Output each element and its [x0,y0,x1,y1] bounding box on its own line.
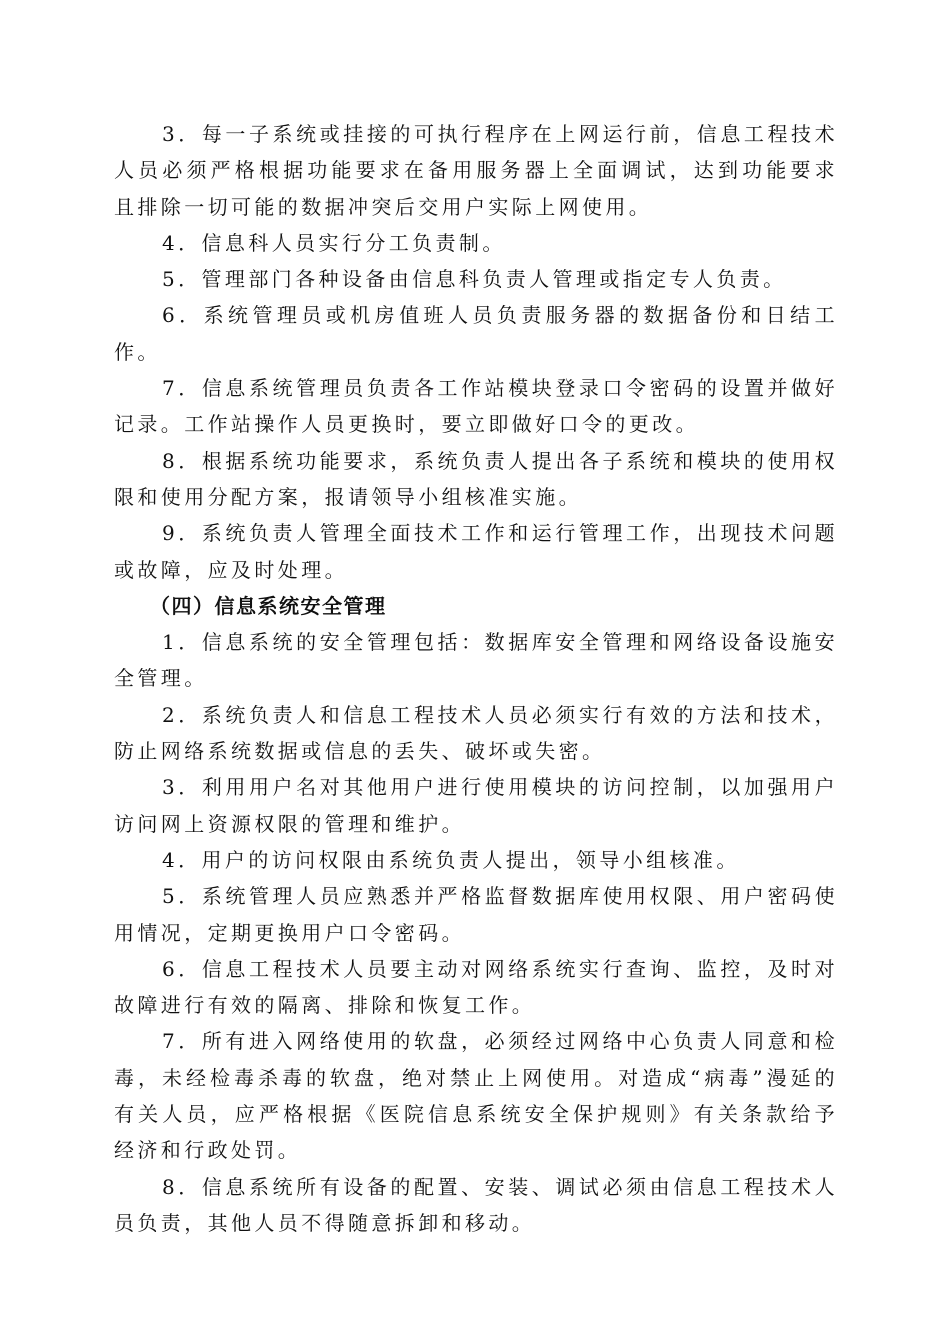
section-paragraph-3: 3．利用用户名对其他用户进行使用模块的访问控制，以加强用户访问网上资源权限的管理和维护。 [114,775,838,836]
document-body [114,116,838,1241]
section-paragraph-2: 2．系统负责人和信息工程技术人员必须实行有效的方法和技术，防止网络系统数据或信息的丢失、破坏或失密。 [114,702,838,764]
section-paragraph-5: 5．系统管理人员应熟悉并严格监督数据库使用权限、用户密码使用情况，定期更换用户口令密码。 [114,884,838,945]
paragraph-item-9: 9．系统负责人管理全面技术工作和运行管理工作，出现技术问题或故障，应及时处理。 [114,521,838,582]
paragraph-item-5: 5．管理部门各种设备由信息科负责人管理或指定专人负责。 [162,267,787,292]
section-heading: （四）信息系统安全管理 [150,593,387,618]
section-paragraph-4: 4．用户的访问权限由系统负责人提出，领导小组核准。 [162,847,740,872]
paragraph-item-3: 3．每一子系统或挂接的可执行程序在上网运行前，信息工程技术人员必须严格根据功能要求在备用服务器上全面调试，达到功能要求且排除一切可能的数据冲突后交用户实际上网使用。 [114,122,838,219]
section-paragraph-8: 8．信息系统所有设备的配置、安装、调试必须由信息工程技术人员负责，其他人员不得随意拆卸和移动。 [114,1174,838,1235]
paragraph-item-6: 6．系统管理员或机房值班人员负责服务器的数据备份和日结工作。 [114,303,838,364]
section-paragraph-1: 1．信息系统的安全管理包括：数据库安全管理和网络设备设施安全管理。 [114,630,838,691]
section-paragraph-6: 6．信息工程技术人员要主动对网络系统实行查询、监控，及时对故障进行有效的隔离、排除和恢复工作。 [114,956,838,1018]
section-paragraph-7: 7．所有进入网络使用的软盘，必须经过网络中心负责人同意和检毒，未经检毒杀毒的软盘，绝对禁止上网使用。对造成“病毒”漫延的有关人员，应严格根据《医院信息系统安全保护规则》有关条款给予经济和行政处罚。 [114,1029,838,1163]
paragraph-item-4: 4．信息科人员实行分工负责制。 [162,230,506,255]
paragraph-item-7: 7．信息系统管理员负责各工作站模块登录口令密码的设置并做好记录。工作站操作人员更换时，要立即做好口令的更改。 [114,376,838,437]
paragraph-item-8: 8．根据系统功能要求，系统负责人提出各子系统和模块的使用权限和使用分配方案，报请领导小组核准实施。 [114,448,838,509]
